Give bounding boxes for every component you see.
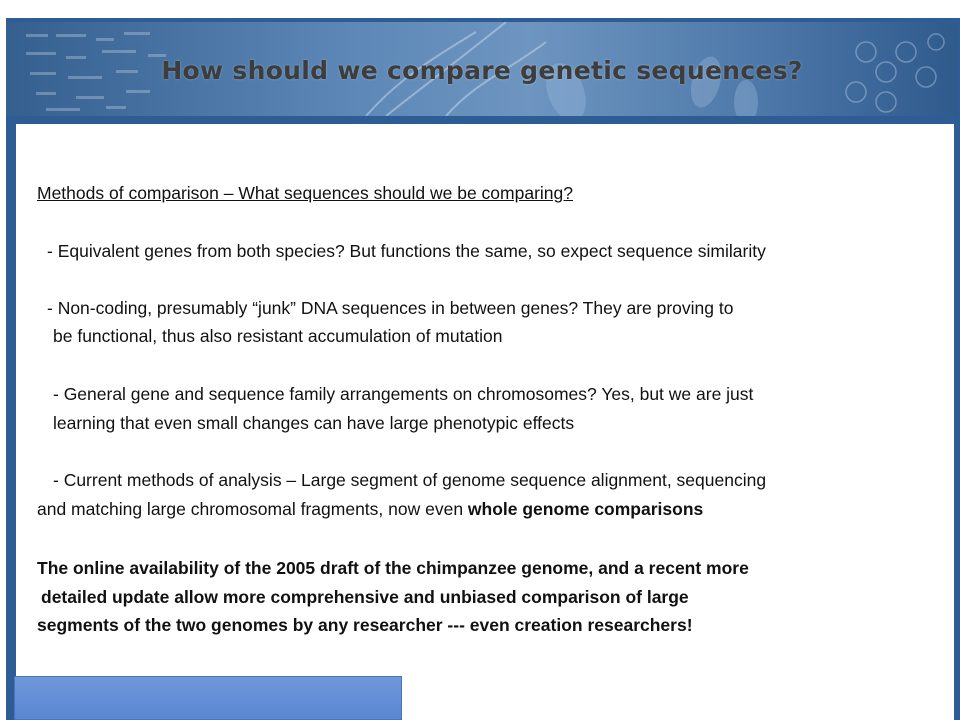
point-current-line1: - Current methods of analysis – Large segment of genome sequence alignment, sequencing — [53, 470, 767, 490]
conclusion-line1: The online availability of the 2005 draft of the chimpanzee genome, and a recent more — [37, 558, 749, 578]
point-equivalent-genes: - Equivalent genes from both species? But functions the same, so expect sequence similarity — [47, 241, 766, 261]
point-noncoding-line1: - Non-coding, presumably “junk” DNA sequences in between genes? They are proving to — [47, 298, 734, 318]
point-noncoding-line2: be functional, thus also resistant accumulation of mutation — [53, 326, 503, 346]
slide-header — [6, 22, 958, 116]
top-strip — [0, 0, 960, 20]
conclusion-line2: detailed update allow more comprehensive and unbiased comparison of large — [41, 587, 689, 607]
footer-box — [14, 676, 402, 720]
current-line2-text: and matching large chromosomal fragments, now even — [37, 499, 468, 519]
slide-content — [16, 124, 954, 720]
slide-title: How should we compare genetic sequences? — [161, 56, 803, 85]
point-arrangement-line2: learning that even small changes can have large phenotypic effects — [53, 413, 575, 433]
methods-heading: Methods of comparison – What sequences should we be comparing? — [37, 183, 573, 203]
conclusion-line3: segments of the two genomes by any researcher --- even creation researchers! — [37, 615, 693, 635]
whole-genome-emphasis: whole genome comparisons — [467, 499, 704, 519]
point-current-line2 — [37, 494, 703, 524]
point-arrangement-line1: - General gene and sequence family arrangements on chromosomes? Yes, but we are just — [53, 384, 754, 404]
